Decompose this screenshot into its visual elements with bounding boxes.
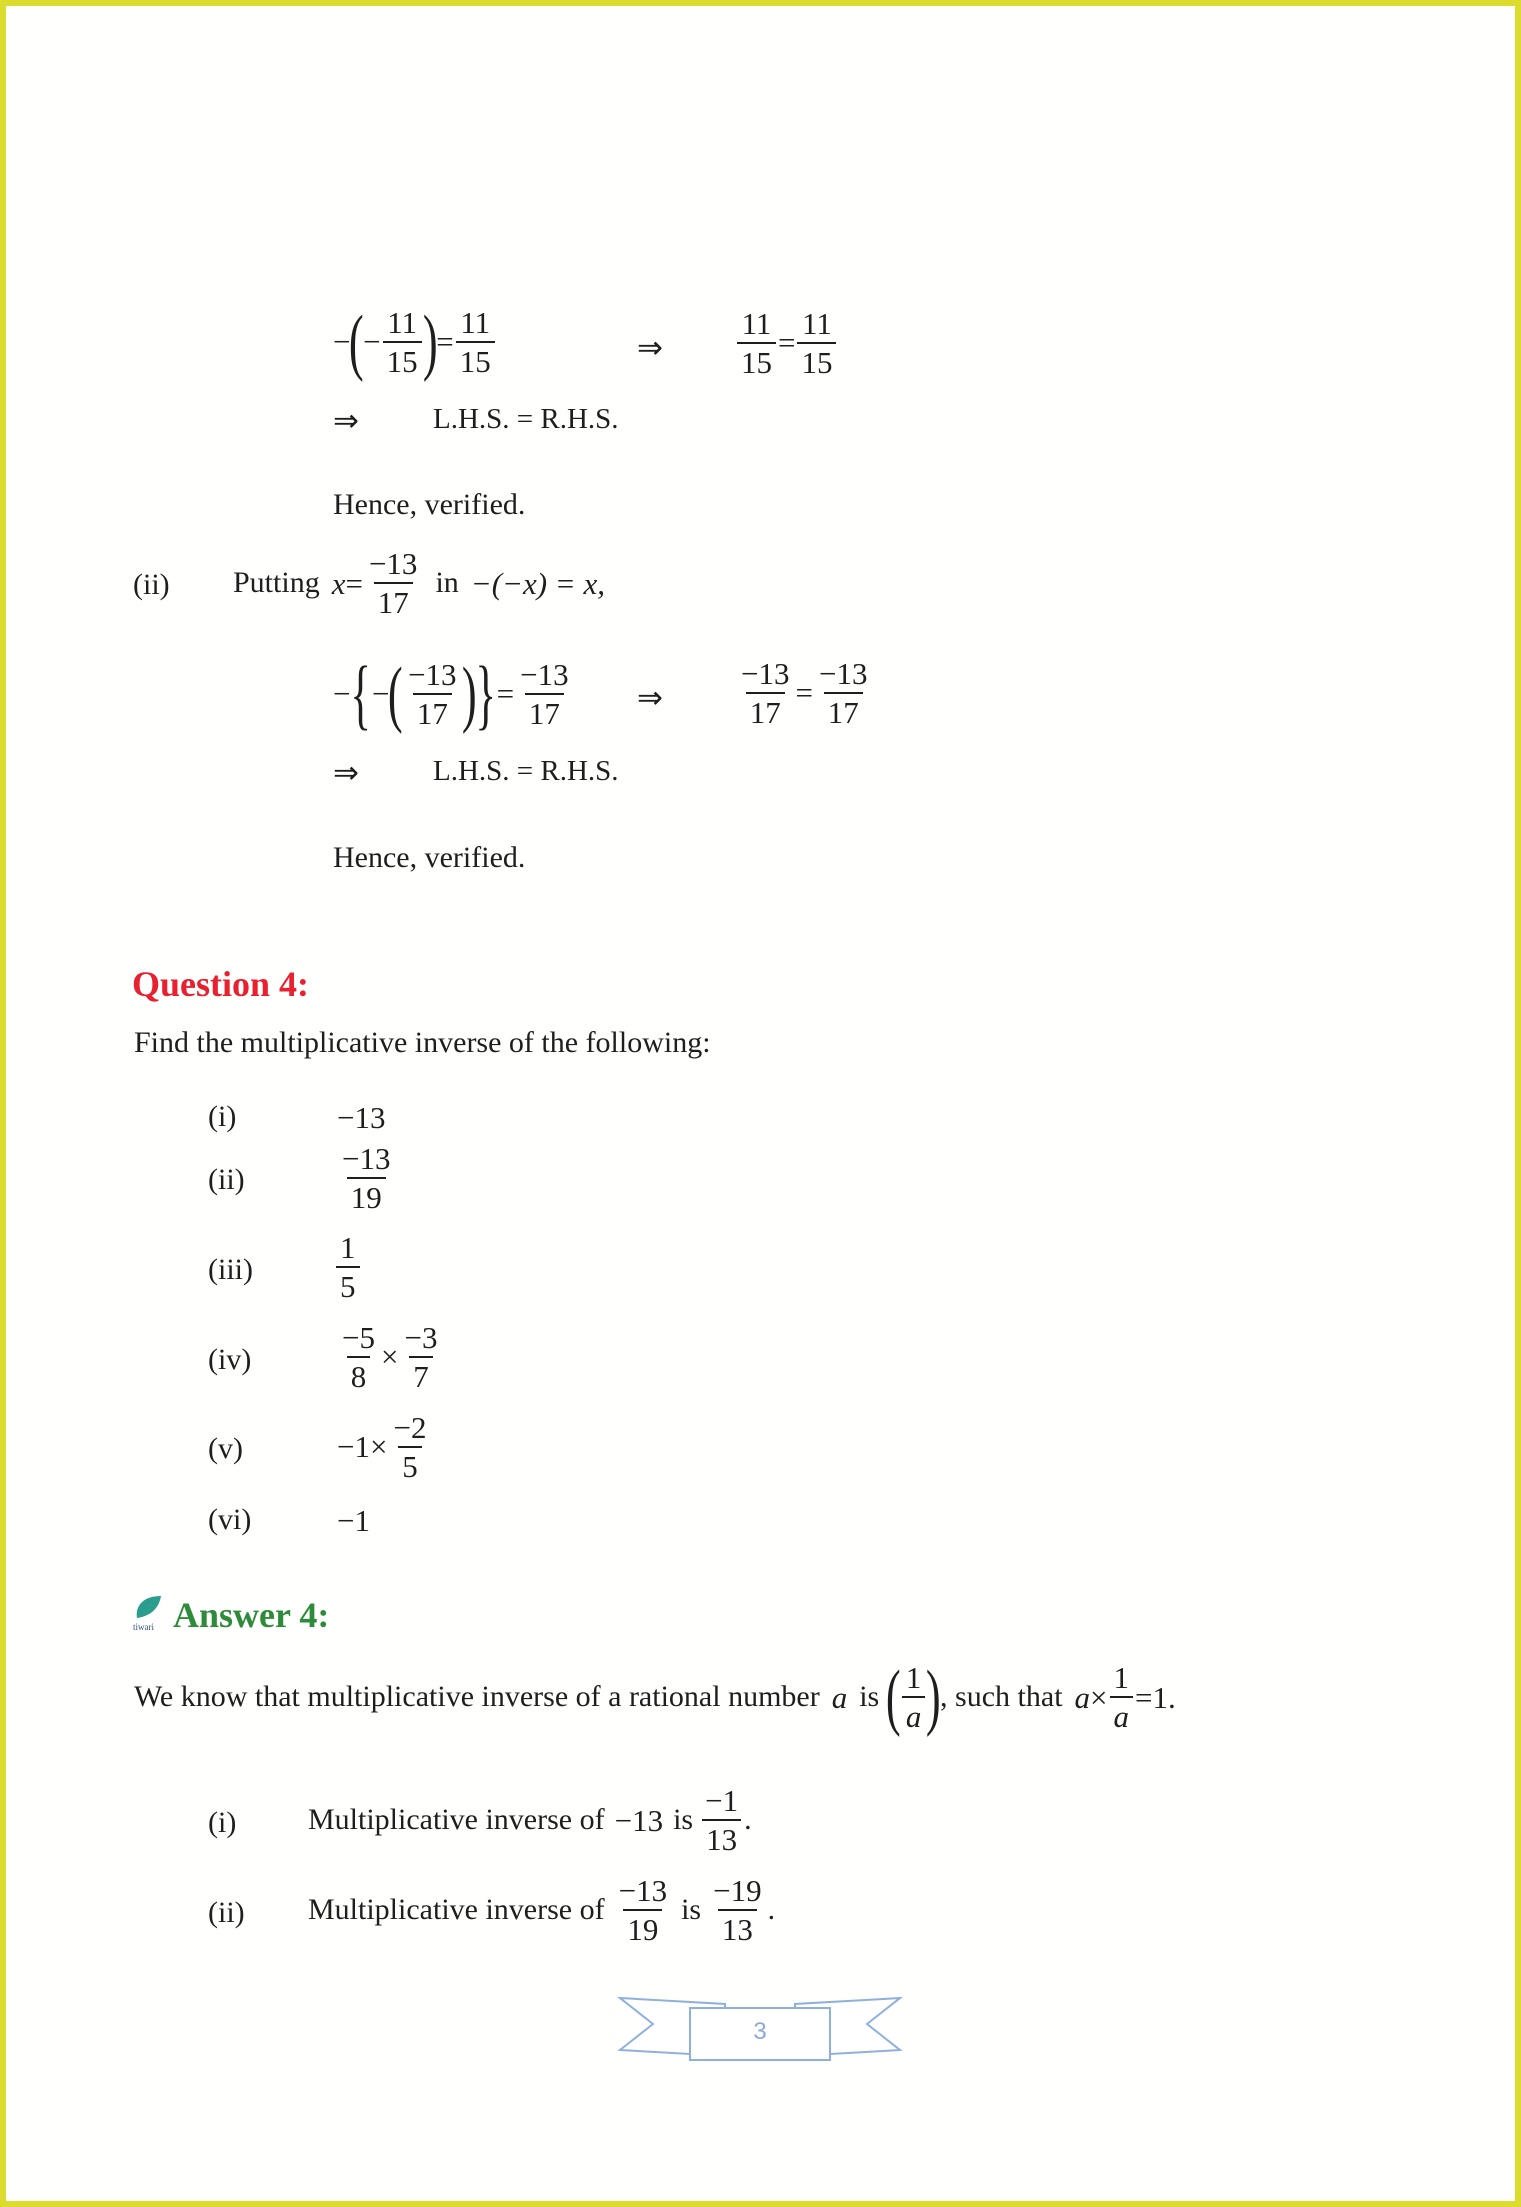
verified-text: Hence, verified. bbox=[333, 841, 526, 874]
part-label: (ii) bbox=[133, 568, 170, 601]
left-paren: ( bbox=[349, 301, 365, 383]
item-fraction: $\frac{1}{5}$ bbox=[334, 1232, 362, 1302]
part-i-simplified: $\frac{11}{15}$ = $\frac{11}{15}$ bbox=[735, 308, 838, 378]
left-paren: ( bbox=[388, 653, 404, 735]
right-paren: ) bbox=[461, 653, 477, 735]
answer-item-label: (ii) bbox=[208, 1896, 245, 1929]
item-label: (vi) bbox=[208, 1503, 252, 1536]
fraction: $\frac{11}{15}$ bbox=[737, 308, 776, 378]
implies-arrow: ⇒ bbox=[637, 330, 663, 365]
fraction: $\frac{11}{15}$ bbox=[456, 307, 495, 377]
item-label: (iii) bbox=[208, 1253, 253, 1286]
tiwari-logo-icon bbox=[133, 1592, 167, 1632]
fraction: $\frac{-13}{17}$ bbox=[818, 656, 868, 730]
item-fraction: $\frac{-13}{19}$ bbox=[342, 1141, 391, 1215]
fraction: $\frac{-13}{17}$ bbox=[520, 657, 569, 731]
answer-item: Multiplicative inverse of −13 is $\frac{-1}{13}$ . bbox=[308, 1783, 752, 1857]
page-number-ribbon bbox=[615, 1990, 905, 2070]
minus-sign: − bbox=[333, 324, 351, 359]
implies-arrow: ⇒ bbox=[637, 680, 663, 715]
conclusion-text: L.H.S. = R.H.S. bbox=[433, 403, 619, 435]
item-product: −1× $\frac{-2}{5}$ bbox=[337, 1410, 427, 1484]
item-value: −1 bbox=[337, 1503, 370, 1538]
right-paren: ) bbox=[422, 301, 438, 383]
question-heading: Question 4: bbox=[132, 964, 310, 1004]
implies-arrow: ⇒ bbox=[333, 403, 359, 438]
item-label: (iv) bbox=[208, 1343, 252, 1376]
answer-item-label: (i) bbox=[208, 1806, 237, 1839]
answer-intro: We know that multiplicative inverse of a rational number a is ( $\frac{1}{a}$ ) , such that a × $\frac{1}{a}$ =1. bbox=[134, 1656, 1176, 1738]
part-ii-statement: Putting x = $\frac{-13}{17}$ in −(−x) = x, bbox=[233, 546, 605, 620]
item-product: $\frac{-5}{8}$ × $\frac{-3}{7}$ bbox=[342, 1320, 438, 1394]
fraction: $\frac{-13}{17}$ bbox=[741, 656, 790, 730]
answer-item: Multiplicative inverse of $\frac{-13}{19}$ is $\frac{-19}{13}$ . bbox=[308, 1873, 776, 1947]
item-label: (i) bbox=[208, 1100, 237, 1133]
item-label: (ii) bbox=[208, 1163, 245, 1196]
answer-heading: Answer 4: bbox=[173, 1595, 330, 1635]
svg-text:tiwari: tiwari bbox=[133, 1622, 154, 1632]
page-number: 3 bbox=[753, 2018, 767, 2045]
right-brace: } bbox=[475, 650, 497, 737]
left-brace: { bbox=[350, 650, 372, 737]
part-ii-simplified: $\frac{-13}{17}$ = $\frac{-13}{17}$ bbox=[735, 658, 873, 728]
implies-arrow: ⇒ bbox=[333, 755, 359, 790]
item-label: (v) bbox=[208, 1432, 243, 1465]
item-value: −13 bbox=[337, 1100, 386, 1135]
fraction: $\frac{11}{15}$ bbox=[797, 308, 836, 378]
question-prompt: Find the multiplicative inverse of the following: bbox=[134, 1026, 711, 1059]
minus-sign: − bbox=[363, 324, 381, 359]
part-ii-equation: − { − ( $\frac{-13}{17}$ ) } = $\frac{-13}{17}$ bbox=[333, 655, 575, 733]
conclusion-text: L.H.S. = R.H.S. bbox=[433, 755, 619, 787]
part-i-equation: − ( − $\frac{11}{15}$ ) = $\frac{11}{15}$ bbox=[333, 305, 497, 379]
fraction: $\frac{-13}{17}$ bbox=[368, 546, 418, 620]
fraction: $\frac{-13}{17}$ bbox=[408, 657, 457, 731]
verified-text: Hence, verified. bbox=[333, 488, 526, 521]
fraction: $\frac{11}{15}$ bbox=[383, 307, 422, 377]
